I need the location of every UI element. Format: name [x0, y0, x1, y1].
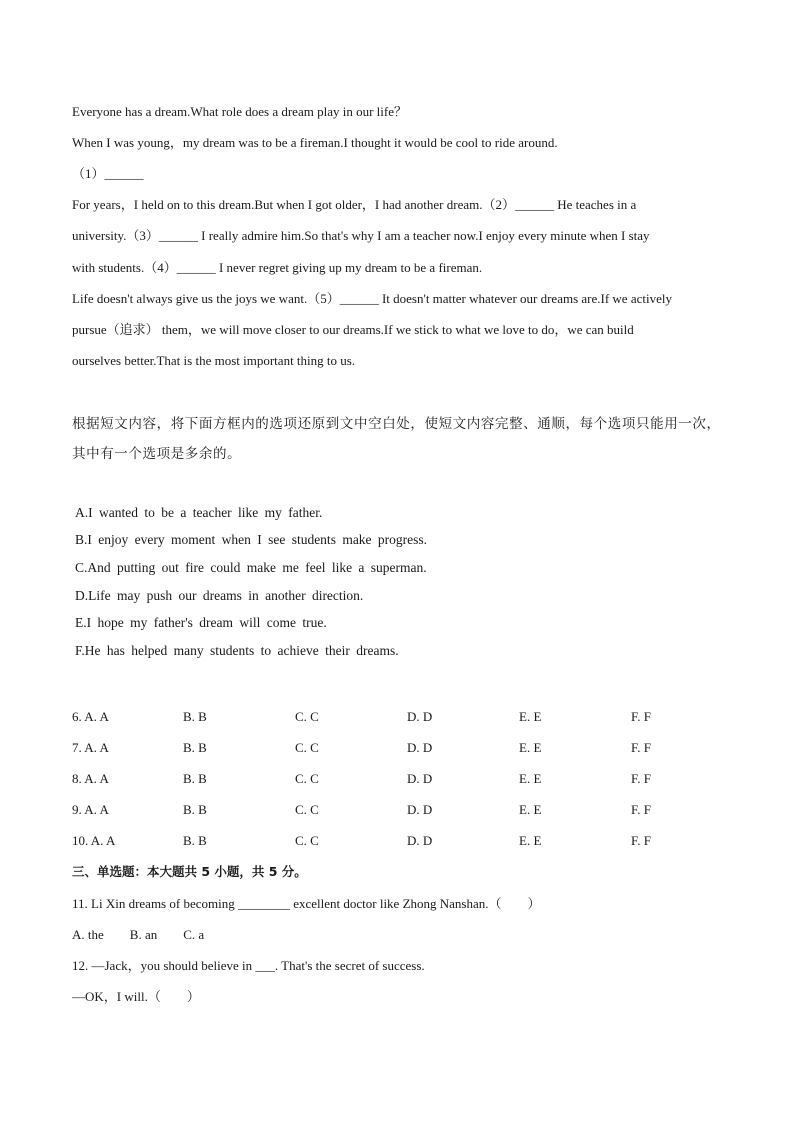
choice-b[interactable]: B. B [183, 802, 207, 817]
choice-a[interactable]: 7. A. A [72, 740, 109, 755]
choice-b[interactable]: B. B [183, 740, 207, 755]
passage-line: with students.（4）______ I never regret giving up my dream to be a fireman. [72, 260, 483, 275]
passage-line: When I was young，my dream was to be a fireman.I thought it would be cool to ride around. [72, 135, 558, 150]
choice-a[interactable]: 9. A. A [72, 802, 109, 817]
section-heading: 三、单选题：本大题共 5 小题，共 5 分。 [72, 864, 307, 879]
choice-b[interactable]: B. B [183, 771, 207, 786]
option-f: F.He has helped many students to achieve their dreams. [75, 643, 399, 658]
choice-f[interactable]: F. F [631, 802, 651, 817]
question-12-reply: —OK，I will.（ ） [72, 989, 200, 1004]
answer-row-7 [72, 740, 672, 756]
question-12: 12. —Jack，you should believe in ___. That's the secret of success. [72, 958, 425, 973]
choice-d[interactable]: D. D [407, 740, 433, 755]
question-11: 11. Li Xin dreams of becoming ________ excellent doctor like Zhong Nanshan.（ ） [72, 896, 541, 911]
option-a: A.I wanted to be a teacher like my father. [75, 505, 323, 520]
passage-line: pursue（追求） them，we will move closer to our dreams.If we stick to what we love to do，we can build [72, 322, 634, 337]
choice-e[interactable]: E. E [519, 709, 542, 724]
choice-e[interactable]: E. E [519, 771, 542, 786]
question-11-options[interactable]: A. the B. an C. a [72, 927, 205, 942]
instruction-line: 根据短文内容，将下面方框内的选项还原到文中空白处，使短文内容完整、通顺，每个选项只能用一次， [72, 416, 721, 432]
passage-line: Life doesn't always give us the joys we want.（5）______ It doesn't matter whatever our dreams are.If we actively [72, 291, 672, 306]
choice-d[interactable]: D. D [407, 802, 433, 817]
option-d: D.Life may push our dreams in another direction. [75, 588, 364, 603]
choice-d[interactable]: D. D [407, 833, 433, 848]
answer-row-9 [72, 802, 672, 818]
instruction-line: 其中有一个选项是多余的。 [72, 446, 242, 462]
answer-row-10 [72, 833, 672, 849]
choice-c[interactable]: C. C [295, 833, 319, 848]
choice-f[interactable]: F. F [631, 740, 651, 755]
blank-1: （1）______ [72, 166, 144, 181]
choice-a[interactable]: 8. A. A [72, 771, 109, 786]
choice-c[interactable]: C. C [295, 802, 319, 817]
choice-d[interactable]: D. D [407, 709, 433, 724]
choice-d[interactable]: D. D [407, 771, 433, 786]
choice-a[interactable]: 10. A. A [72, 833, 116, 848]
passage-line: university.（3）______ I really admire him.So that's why I am a teacher now.I enjoy every minute when I stay [72, 228, 650, 243]
option-e: E.I hope my father's dream will come true. [75, 615, 327, 630]
option-c: C.And putting out fire could make me feel like a superman. [75, 560, 427, 575]
choice-e[interactable]: E. E [519, 833, 542, 848]
passage-line: Everyone has a dream.What role does a dream play in our life？ [72, 104, 407, 119]
choice-b[interactable]: B. B [183, 709, 207, 724]
choice-e[interactable]: E. E [519, 802, 542, 817]
choice-f[interactable]: F. F [631, 709, 651, 724]
choice-f[interactable]: F. F [631, 833, 651, 848]
choice-e[interactable]: E. E [519, 740, 542, 755]
choice-c[interactable]: C. C [295, 771, 319, 786]
choice-c[interactable]: C. C [295, 709, 319, 724]
passage-line: ourselves better.That is the most important thing to us. [72, 353, 356, 368]
choice-f[interactable]: F. F [631, 771, 651, 786]
passage-line: For years，I held on to this dream.But when I got older，I had another dream.（2）______ He teaches in a [72, 197, 637, 212]
choice-b[interactable]: B. B [183, 833, 207, 848]
choice-a[interactable]: 6. A. A [72, 709, 109, 724]
answer-row-6 [72, 709, 672, 725]
answer-row-8 [72, 771, 672, 787]
choice-c[interactable]: C. C [295, 740, 319, 755]
option-b: B.I enjoy every moment when I see students make progress. [75, 532, 428, 547]
